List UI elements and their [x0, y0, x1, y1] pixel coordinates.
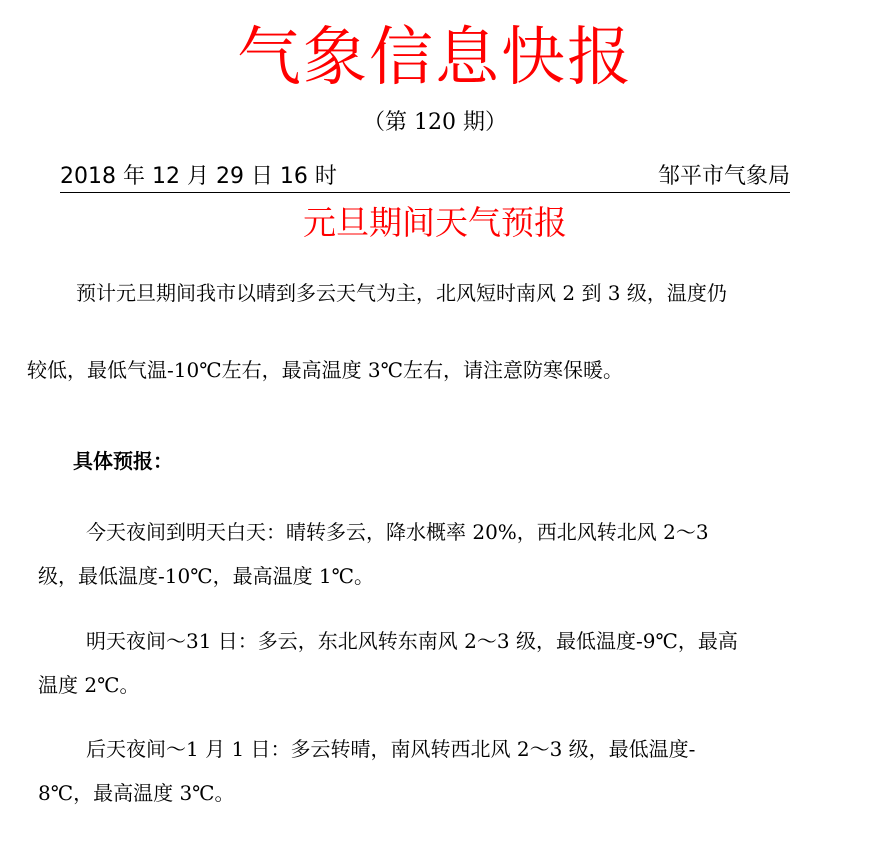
issue-number: （第 120 期） [363, 110, 507, 135]
summary-line-1: 预计元旦期间我市以晴到多云天气为主，北风短时南风 2 到 3 级，温度仍 [76, 281, 727, 305]
masthead-title: 气象信息快报 [237, 21, 633, 95]
summary-line-2: 较低，最低气温-10℃左右，最高温度 3℃左右，请注意防寒保暖。 [27, 358, 624, 382]
forecast-item-1-line-2: 级，最低温度-10℃，最高温度 1℃。 [38, 564, 375, 588]
issuing-bureau: 邹平市气象局 [657, 164, 790, 189]
forecast-item-2-line-2: 温度 2℃。 [38, 673, 140, 697]
forecast-item-3-line-1: 后天夜间～1 月 1 日：多云转晴，南风转西北风 2～3 级，最低温度- [86, 737, 696, 761]
forecast-item-2-line-1: 明天夜间～31 日：多云，东北风转东南风 2～3 级，最低温度-9℃，最高 [86, 629, 738, 653]
issue-date: 2018 年 12 月 29 日 16 时 [60, 164, 337, 189]
details-heading: 具体预报： [73, 449, 173, 473]
forecast-item-1-line-1: 今天夜间到明天白天：晴转多云，降水概率 20%，西北风转北风 2～3 [86, 520, 709, 544]
dateline [60, 162, 790, 193]
forecast-item-3-line-2: 8℃，最高温度 3℃。 [38, 781, 235, 805]
headline: 元旦期间天气预报 [303, 203, 567, 242]
